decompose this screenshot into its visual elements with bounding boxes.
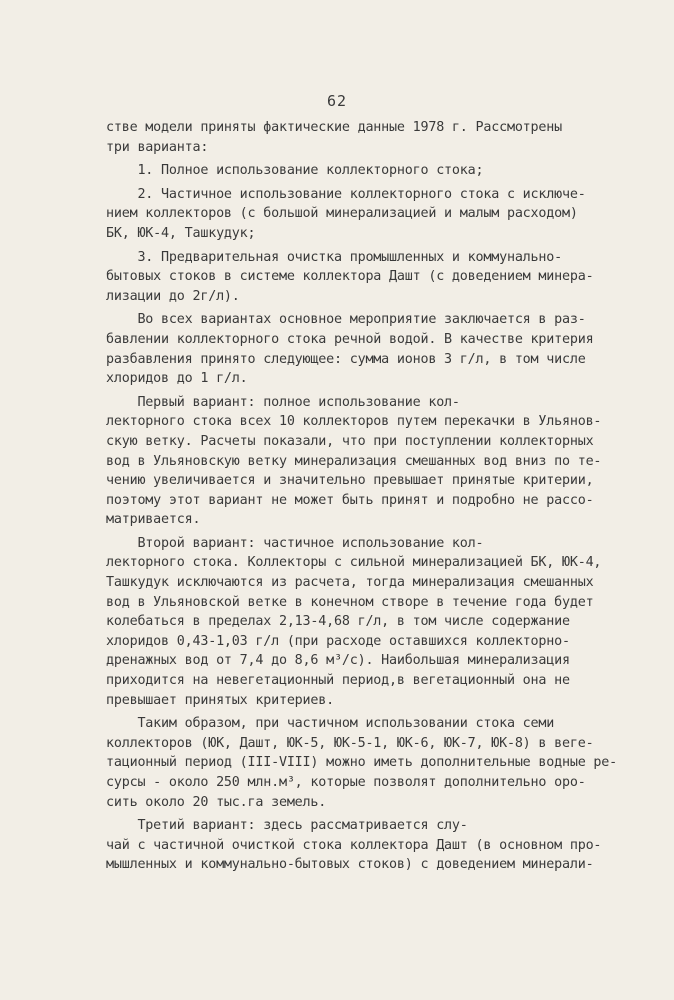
text-line: поэтому этот вариант не может быть принят и подробно не рассо- (106, 492, 594, 508)
text-line: вод в Ульяновскую ветку минерализация смешанных вод вниз по те- (106, 453, 602, 469)
text-line: лекторного стока. Коллекторы с сильной минерализацией БК, ЮК-4, (106, 555, 602, 571)
text-line: тационный период (III-VIII) можно иметь дополнительные водные ре- (106, 755, 618, 771)
text-line: Во всех вариантах основное мероприятие заключается в раз- (106, 312, 586, 328)
text-line: превышает принятых критериев. (106, 692, 334, 708)
page-number: 62 (326, 92, 348, 110)
text-line: коллекторов (ЮК, Дашт, ЮК-5, ЮК-5-1, ЮК-6, ЮК-7, ЮК-8) в веге- (106, 735, 594, 751)
text-line: разбавления принято следующее: сумма ионов 3 г/л, в том числе (106, 351, 586, 367)
text-line: три варианта: (106, 139, 209, 155)
text-line: колебаться в пределах 2,13-4,68 г/л, в том числе содержание (106, 614, 570, 630)
text-line: матривается. (106, 512, 201, 528)
text-line: сурсы - около 250 млн.м³, которые позволят дополнительно оро- (106, 775, 586, 790)
text-line: Третий вариант: здесь рассматривается слу- (106, 818, 468, 834)
text-line: приходится на невегетационный период,в вегетационный она не (106, 673, 570, 689)
text-line: чению увеличивается и значительно превышает принятые критерии, (106, 473, 594, 489)
text-line: 1. Полное использование коллекторного стока; (106, 163, 484, 179)
text-line: вод в Ульяновской ветке в конечном створе в течение года будет (106, 594, 594, 610)
text-line: лекторного стока всех 10 коллекторов путем перекачки в Ульянов- (106, 414, 602, 430)
text-line: Таким образом, при частичном использовании стока семи (106, 716, 555, 732)
text-line: чай с частичной очисткой стока коллектора Дашт (в основном про- (106, 837, 602, 853)
body-text (106, 118, 626, 875)
text-line: Первый вариант: полное использование кол- (106, 394, 460, 410)
text-line: дренажных вод от 7,4 до 8,6 м³/с). Наибольшая минерализация (106, 653, 570, 669)
text-line: Второй вариант: частичное использование кол- (106, 535, 484, 551)
text-line: 3. Предварительная очистка промышленных и коммунально- (106, 249, 562, 265)
text-line: 2. Частичное использование коллекторного стока с исключе- (106, 186, 586, 202)
text-line: хлоридов 0,43-1,03 г/л (при расходе оставшихся коллекторно- (106, 633, 570, 649)
text-line: хлоридов до 1 г/л. (106, 371, 248, 387)
text-line: БК, ЮК-4, Ташкудук; (106, 225, 256, 241)
text-line: бытовых стоков в системе коллектора Дашт (с доведением минера- (106, 269, 594, 285)
text-line: Ташкудук исключаются из расчета, тогда минерализация смешанных (106, 575, 594, 591)
text-line: лизации до 2г/л). (106, 288, 240, 304)
text-line: сить около 20 тыс.га земель. (106, 794, 327, 810)
text-line: скую ветку. Расчеты показали, что при поступлении коллекторных (106, 433, 594, 449)
text-line: нием коллекторов (с большой минерализацией и малым расходом) (106, 206, 578, 222)
text-line: бавлении коллекторного стока речной водой. В качестве критерия (106, 331, 594, 347)
text-line: мышленных и коммунально-бытовых стоков) с доведением минерали- (106, 857, 594, 873)
text-line: стве модели приняты фактические данные 1978 г. Рассмотрены (106, 120, 562, 135)
